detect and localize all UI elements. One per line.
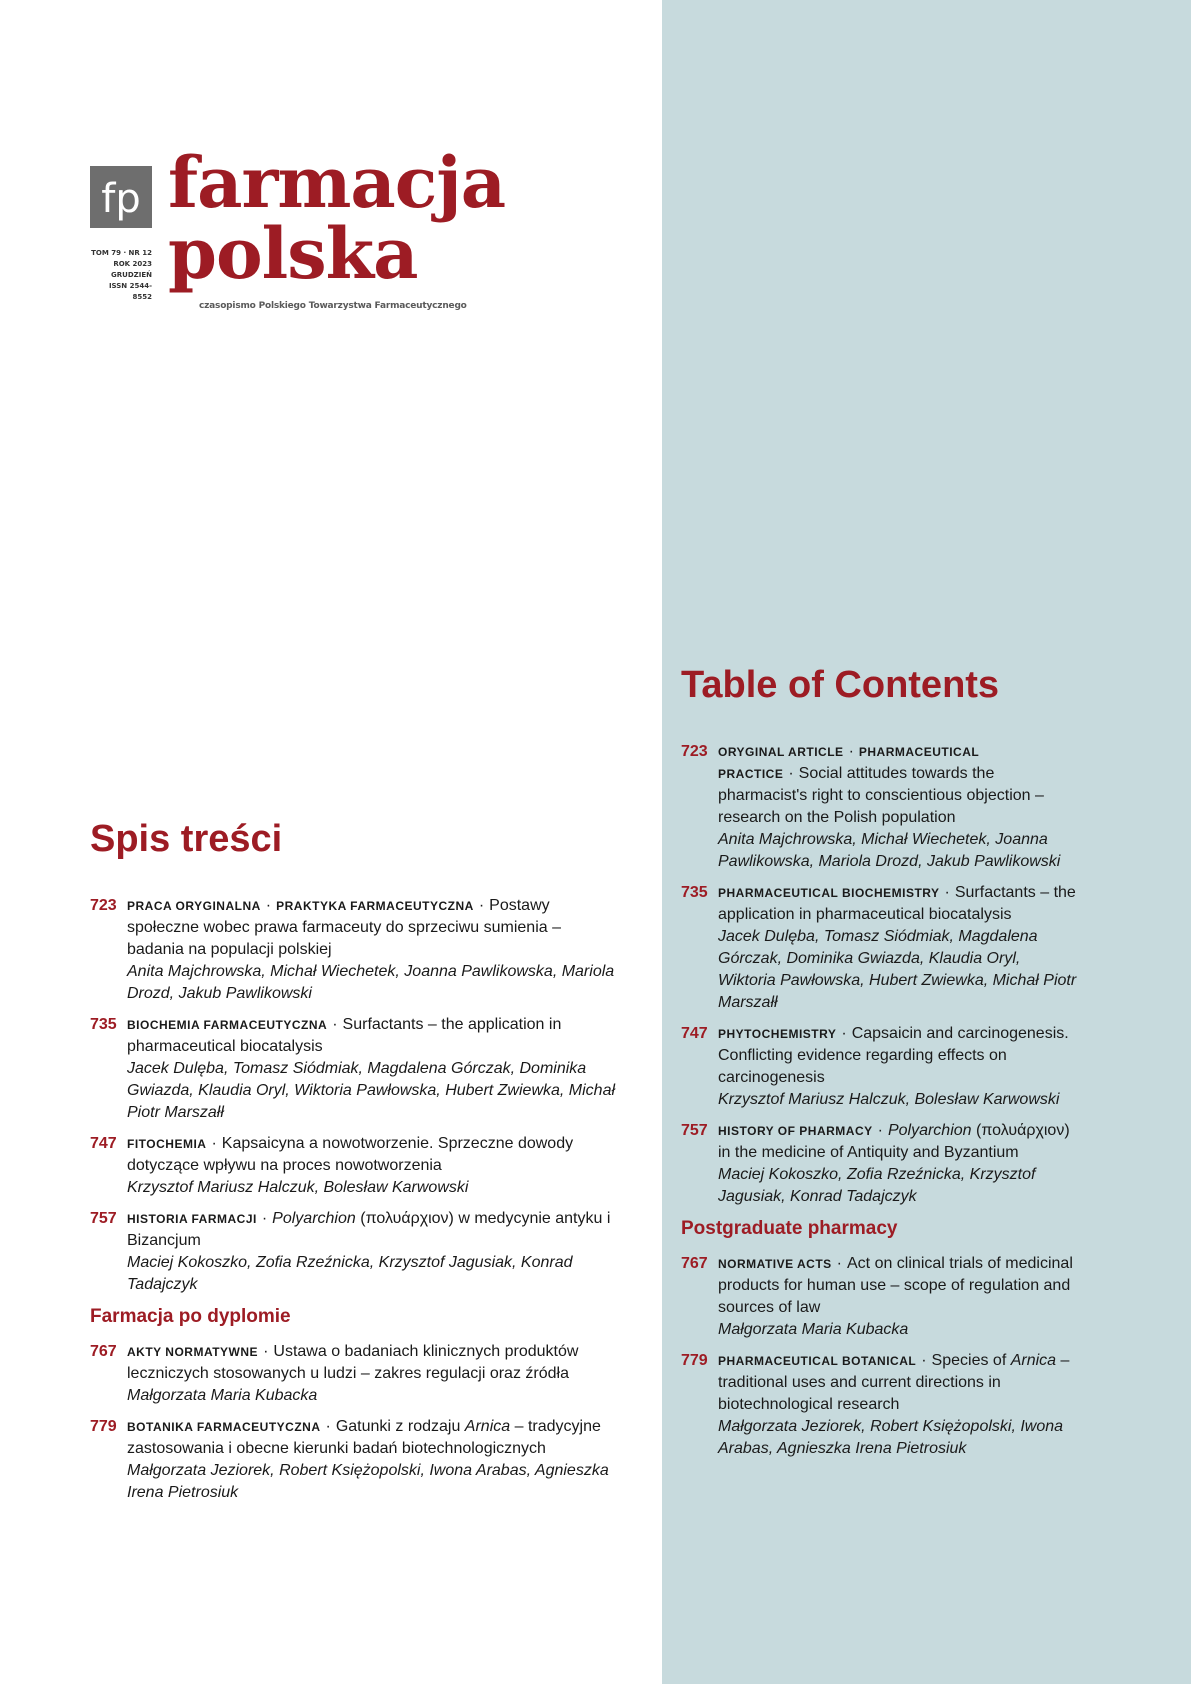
entry-authors: Jacek Dulęba, Tomasz Siódmiak, Magdalena Górczak, Dominika Gwiazda, Klaudia Oryl, Wiktoria Pawłowska, Hubert Zwiewka, Michał Piotr Marszałł [127,1060,616,1121]
category-label: PHARMACEUTICAL PRACTICE [718,745,979,781]
logo-tagline: czasopismo Polskiego Towarzystwa Farmaceutycznego [199,301,467,311]
entry-authors: Maciej Kokoszko, Zofia Rzeźnicka, Krzysztof Jagusiak, Konrad Tadajczyk [127,1254,573,1293]
page-number: 779 [90,1418,117,1435]
entry-authors: Jacek Dulęba, Tomasz Siódmiak, Magdalena Górczak, Dominika Gwiazda, Klaudia Oryl, Wiktoria Pawłowska, Hubert Zwiewka, Michał Piotr Marszałł [718,928,1077,1011]
separator-dot: · [788,765,794,782]
toc-entry [90,1014,620,1124]
page-number: 723 [90,897,117,914]
separator-dot: · [211,1135,217,1152]
entry-title-prefix: Species of [931,1352,1007,1369]
toc-list-pl [90,895,620,1513]
entry-text [127,1208,620,1296]
entry-title-italic: Polyarchion [887,1122,972,1139]
entry-authors: Krzysztof Mariusz Halczuk, Bolesław Karwowski [718,1091,1060,1108]
toc-entry [90,895,620,1005]
entry-text [127,1133,620,1199]
entry-title: Ustawa o badaniach klinicznych produktów leczniczych stosowanych u ludzi – zakres regulacji oraz źródła [127,1343,579,1382]
entry-title: (πολυάρχιον) in the medicine of Antiquity and Byzantium [718,1122,1070,1161]
fp-logo-icon [90,166,152,228]
toc-entry [681,1350,1081,1460]
separator-dot: · [841,1025,847,1042]
category-label: HISTORIA FARMACJI [127,1212,257,1226]
logo-word-polska: polska [168,212,418,295]
category-label: PHARMACEUTICAL BIOCHEMISTRY [718,886,940,900]
entry-title: Postawy społeczne wobec prawa farmaceuty do sprzeciwu sumienia – badania na populacji polskiej [127,897,561,958]
toc-entry [681,882,1081,1014]
toc-entry [681,1253,1081,1341]
category-label: NORMATIVE ACTS [718,1257,832,1271]
page-number: 757 [90,1210,117,1227]
entry-authors: Anita Majchrowska, Michał Wiechetek, Joanna Pawlikowska, Mariola Drozd, Jakub Pawlikowski [718,831,1061,870]
separator-dot: · [325,1418,331,1435]
entry-authors: Małgorzata Maria Kubacka [718,1321,909,1338]
separator-dot: · [921,1352,927,1369]
page-number: 757 [681,1122,708,1139]
entry-text [127,1416,620,1504]
issue-issn: ISSN 2544-8552 [108,282,152,301]
toc-entry [90,1208,620,1296]
page-number: 747 [681,1025,708,1042]
separator-dot: · [944,884,950,901]
toc-heading-pl: Spis treści [90,818,283,860]
category-label: PRAKTYKA FARMACEUTYCZNA [276,899,474,913]
page-number: 747 [90,1135,117,1152]
category-label: ORYGINAL ARTICLE [718,745,844,759]
section-subheading: Postgraduate pharmacy [681,1218,898,1239]
separator-dot: · [263,1343,269,1360]
entry-text [718,1023,1081,1111]
entry-title: Kapsaicyna a nowotworzenie. Sprzeczne dowody dotyczące wpływu na proces nowotworzenia [127,1135,574,1174]
entry-title: Act on clinical trials of medicinal products for human use – scope of regulation and sources of law [718,1255,1073,1316]
category-label: HISTORY OF PHARMACY [718,1124,873,1138]
entry-authors: Anita Majchrowska, Michał Wiechetek, Joanna Pawlikowska, Mariola Drozd, Jakub Pawlikowski [127,963,615,1002]
separator-dot: · [877,1122,883,1139]
entry-title: Surfactants – the application in pharmaceutical biocatalysis [127,1016,562,1055]
entry-title: (πολυάρχιον) w medycynie antyku i Bizancjum [127,1210,611,1249]
issue-info [90,248,152,303]
entry-text [718,741,1081,873]
entry-text [127,1014,620,1124]
entry-title: – tradycyjne zastosowania i obecne kierunki badań biotechnologicznych [127,1418,601,1457]
issue-year: ROK 2023 [113,260,152,268]
entry-title-italic: Arnica [1010,1352,1057,1369]
category-label: PRACA ORYGINALNA [127,899,261,913]
toc-entry [681,741,1081,873]
page-number: 767 [681,1255,708,1272]
page-number: 767 [90,1343,117,1360]
toc-entry [90,1416,620,1504]
toc-entry [681,1120,1081,1208]
page-number: 735 [90,1016,117,1033]
toc-list-en [681,741,1081,1469]
entry-title-prefix: Gatunki z rodzaju [335,1418,461,1435]
page-number: 723 [681,743,708,760]
category-label: PHARMACEUTICAL BOTANICAL [718,1354,917,1368]
entry-title: – traditional uses and current directions in biotechnological research [718,1352,1070,1413]
entry-title: Social attitudes towards the pharmacist's right to conscientious objection – research on the Polish population [718,765,1044,826]
entry-text [127,895,620,1005]
page-number: 779 [681,1352,708,1369]
issue-month: GRUDZIEŃ [111,271,152,279]
category-label: PHYTOCHEMISTRY [718,1027,837,1041]
entry-text [718,1350,1081,1460]
journal-logo [90,141,506,320]
separator-dot: · [265,897,272,914]
separator-dot: · [836,1255,842,1272]
section-subheading: Farmacja po dyplomie [90,1306,291,1327]
category-label: FITOCHEMIA [127,1137,207,1151]
category-label: BIOCHEMIA FARMACEUTYCZNA [127,1018,328,1032]
category-label: AKTY NORMATYWNE [127,1345,259,1359]
separator-dot: · [848,743,854,760]
entry-authors: Krzysztof Mariusz Halczuk, Bolesław Karwowski [127,1179,469,1196]
separator-dot: · [332,1016,338,1033]
separator-dot: · [261,1210,268,1227]
entry-title: Surfactants – the application in pharmaceutical biocatalysis [718,884,1076,923]
entry-title-italic: Arnica [464,1418,511,1435]
entry-text [718,882,1081,1014]
toc-heading-en: Table of Contents [681,664,1000,706]
entry-authors: Małgorzata Maria Kubacka [127,1387,318,1404]
entry-text [127,1341,620,1407]
entry-text [718,1120,1081,1208]
logo-word-farmacja: farmacja [168,141,506,224]
toc-entry [90,1133,620,1199]
entry-authors: Małgorzata Jeziorek, Robert Księżopolski, Iwona Arabas, Agnieszka Irena Pietrosiuk [718,1418,1064,1457]
category-label: BOTANIKA FARMACEUTYCZNA [127,1420,321,1434]
toc-entry [90,1341,620,1407]
issue-volume: TOM 79 · NR 12 [91,249,152,257]
page-number: 735 [681,884,708,901]
entry-title-italic: Polyarchion [272,1210,356,1227]
entry-text [718,1253,1081,1341]
entry-authors: Małgorzata Jeziorek, Robert Księżopolski, Iwona Arabas, Agnieszka Irena Pietrosiuk [127,1462,609,1501]
svg-text:fp: fp [101,176,141,222]
entry-authors: Maciej Kokoszko, Zofia Rzeźnicka, Krzysztof Jagusiak, Konrad Tadajczyk [718,1166,1036,1205]
toc-entry [681,1023,1081,1111]
separator-dot: · [478,897,485,914]
entry-title: Capsaicin and carcinogenesis. Conflicting evidence regarding effects on carcinogenesis [718,1025,1069,1086]
